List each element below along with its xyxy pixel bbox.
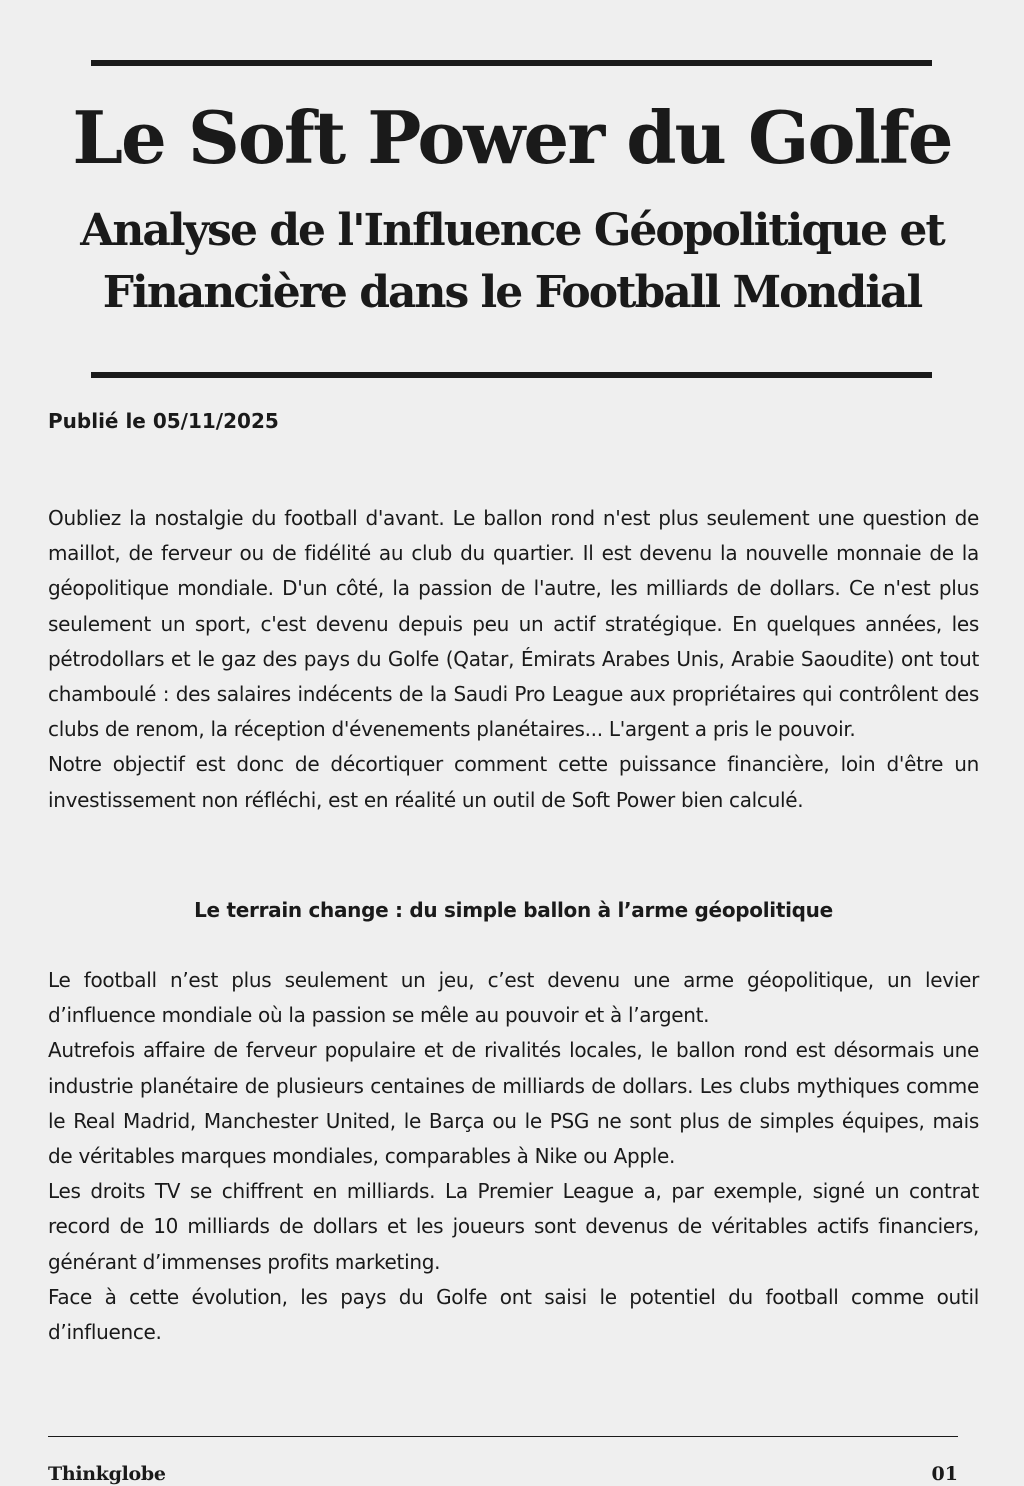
page-title: Le Soft Power du Golfe (72, 95, 952, 180)
section-paragraph: Face à cette évolution, les pays du Golfe ont saisi le potentiel du football comme outil d’influence. (48, 1284, 979, 1345)
section-paragraph: Le football n’est plus seulement un jeu, c’est devenu une arme géopolitique, un levier d’influence mondiale où la passion se mêle au pouvoir et à l’argent. (48, 968, 979, 1028)
section-heading: Le terrain change : du simple ballon à l’arme géopolitique (194, 898, 833, 922)
footer-rule (48, 1436, 958, 1437)
section-paragraph: Les droits TV se chiffrent en milliards. La Premier League a, par exemple, signé un contrat record de 10 milliards de dollars et les joueurs sont devenus de véritables actifs financiers, générant d’immenses profits marketing. (48, 1179, 979, 1274)
footer-brand: Thinkglobe (48, 1463, 166, 1485)
intro-paragraph: Notre objectif est donc de décortiquer comment cette puissance financière, loin d'être un investissement non réfléchi, est en réalité un outil de Soft Power bien calculé. (48, 752, 979, 812)
publication-date: Publié le 05/11/2025 (48, 409, 279, 433)
section-paragraph: Autrefois affaire de ferveur populaire et de rivalités locales, le ballon rond est désormais une industrie planétaire de plusieurs centaines de milliards de dollars. Les clubs mythiques comme le Real Madrid, Manchester United, le Barça ou le PSG ne sont plus de simples équipes, mais de véritables marques mondiales, comparables à Nike ou Apple. (48, 1038, 979, 1169)
section-text (48, 963, 979, 1350)
header-bottom-rule (91, 372, 932, 378)
intro-text (48, 501, 979, 818)
header-top-rule (91, 60, 932, 66)
page-subtitle: Analyse de l'Influence Géopolitique et Financière dans le Football Mondial (80, 205, 944, 318)
page-number: 01 (931, 1463, 958, 1485)
intro-paragraph: Oubliez la nostalgie du football d'avant. Le ballon rond n'est plus seulement une question de maillot, de ferveur ou de fidélité au club du quartier. Il est devenu la nouvelle monnaie de la géopolitique mondiale. D'un côté, la passion de l'autre, les milliards de dollars. Ce n'est plus seulement un sport, c'est devenu depuis peu un actif stratégique. En quelques années, les pétrodollars et le gaz des pays du Golfe (Qatar, Émirats Arabes Unis, Arabie Saoudite) ont tout chamboulé : des salaires indécents de la Saudi Pro League aux propriétaires qui contrôlent des clubs de renom, la réception d'évenements planétaires... L'argent a pris le pouvoir. (48, 506, 979, 742)
